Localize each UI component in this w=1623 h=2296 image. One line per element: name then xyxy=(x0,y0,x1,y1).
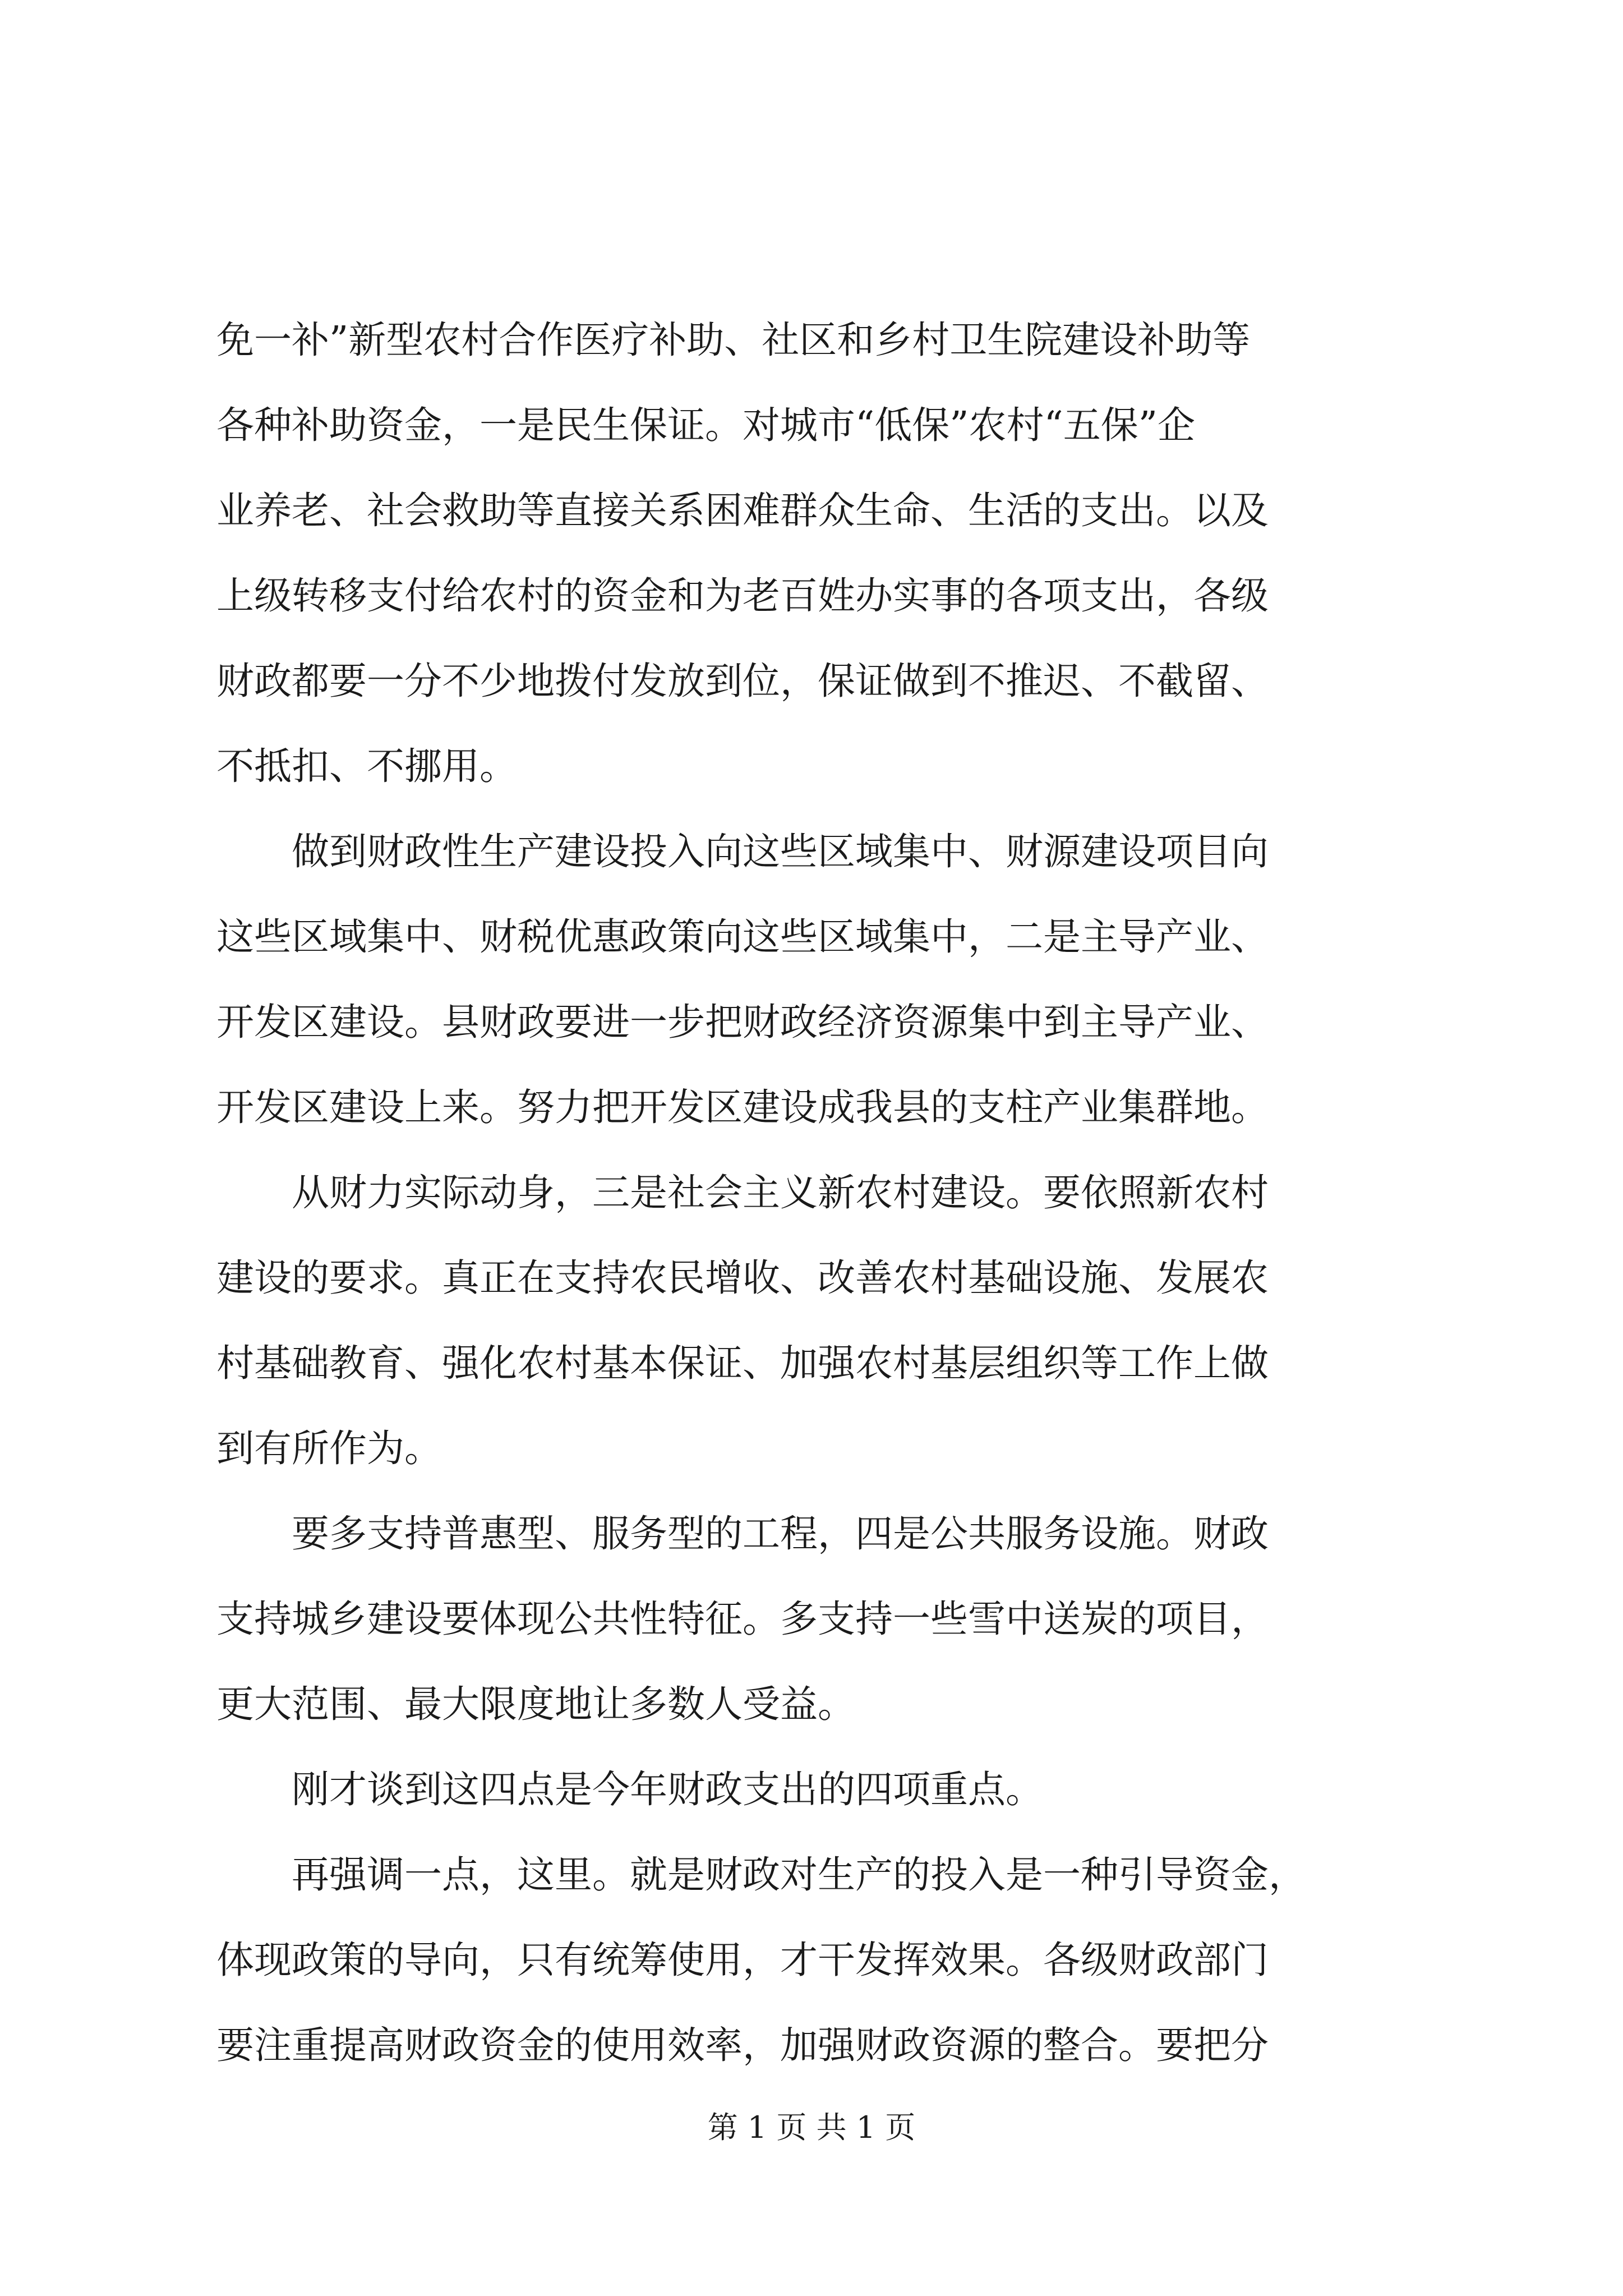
text-line: 到有所作为。 xyxy=(216,1427,442,1470)
page-number: 第 1 页 共 1 页 xyxy=(707,2110,916,2145)
text-line: 做到财政性生产建设投入向这些区域集中、财源建设项目向 xyxy=(216,830,1269,873)
text-line: 要注重提高财政资金的使用效率，加强财政资源的整合。要把分 xyxy=(216,2023,1269,2067)
text-line: 不抵扣、不挪用。 xyxy=(216,744,517,788)
text-line: 开发区建设。县财政要进一步把财政经济资源集中到主导产业、 xyxy=(216,1000,1269,1044)
text-line: 这些区域集中、财税优惠政策向这些区域集中，二是主导产业、 xyxy=(216,915,1269,959)
page-footer xyxy=(0,2104,1623,2147)
text-line: 业养老、社会救助等直接关系困难群众生命、生活的支出。以及 xyxy=(216,489,1269,532)
text-line: 村基础教育、强化农村基本保证、加强农村基层组织等工作上做 xyxy=(216,1341,1269,1385)
text-line: 支持城乡建设要体现公共性特征。多支持一些雪中送炭的项目， xyxy=(216,1597,1269,1641)
text-line: 建设的要求。真正在支持农民增收、改善农村基础设施、发展农 xyxy=(216,1256,1269,1300)
text-line: 体现政策的导向，只有统筹使用，才干发挥效果。各级财政部门 xyxy=(216,1938,1269,1982)
text-line: 财政都要一分不少地拨付发放到位，保证做到不推迟、不截留、 xyxy=(216,659,1269,703)
text-line: 各种补助资金，一是民生保证。对城市“低保”农村“五保”企 xyxy=(216,403,1196,447)
text-line: 要多支持普惠型、服务型的工程，四是公共服务设施。财政 xyxy=(216,1512,1269,1556)
text-line: 再强调一点，这里。就是财政对生产的投入是一种引导资金， xyxy=(216,1853,1306,1897)
text-line: 更大范围、最大限度地让多数人受益。 xyxy=(216,1682,855,1726)
text-line: 开发区建设上来。努力把开发区建设成我县的支柱产业集群地。 xyxy=(216,1085,1269,1129)
text-line: 刚才谈到这四点是今年财政支出的四项重点。 xyxy=(216,1768,1043,1811)
text-line: 从财力实际动身，三是社会主义新农村建设。要依照新农村 xyxy=(216,1171,1269,1214)
text-line: 上级转移支付给农村的资金和为老百姓办实事的各项支出，各级 xyxy=(216,574,1269,618)
document-body xyxy=(216,297,1422,2088)
text-line: 免一补”新型农村合作医疗补助、社区和乡村卫生院建设补助等 xyxy=(216,318,1251,362)
